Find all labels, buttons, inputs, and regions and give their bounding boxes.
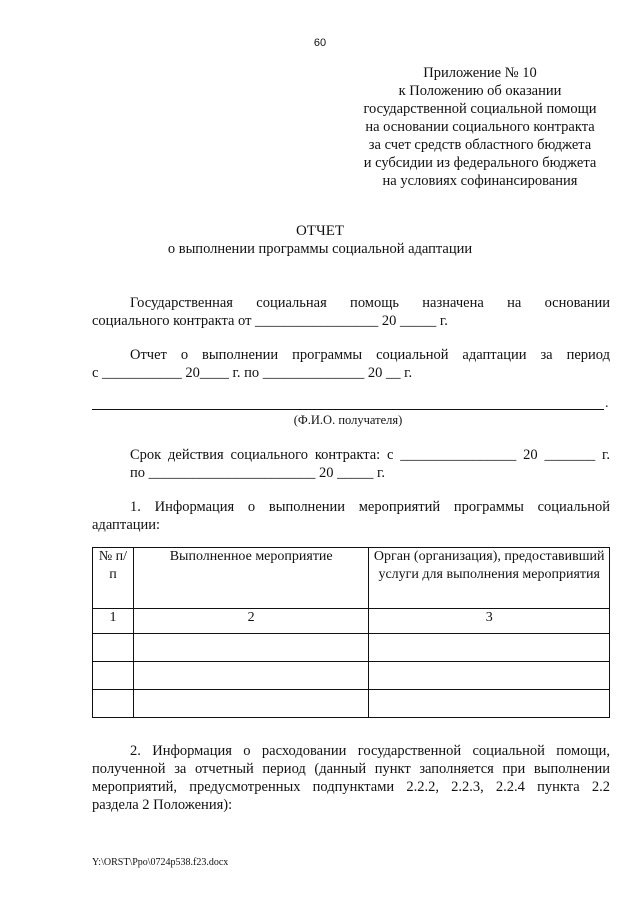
appendix-line: Приложение № 10 [423,65,537,81]
table-cell[interactable] [93,634,134,662]
table-cell[interactable] [133,634,369,662]
contract-basis-paragraph [92,294,610,330]
paragraph-line: Срок действия социального контракта: с ________________ 20 _______ г. [130,447,610,463]
table-cell[interactable] [93,662,134,690]
table-cell[interactable] [133,690,369,718]
column-number: 1 [93,609,134,634]
appendix-line: за счет средств областного бюджета [368,137,592,153]
document-title: ОТЧЕТ [295,223,345,239]
column-number-row [93,609,610,634]
table-cell[interactable] [369,662,610,690]
table-cell[interactable] [369,634,610,662]
activities-table [92,547,610,718]
fio-fill-line[interactable] [92,409,604,410]
paragraph-line: адаптации: [92,517,161,533]
document-subtitle: о выполнении программы социальной адаптации [167,241,473,257]
paragraph-line: социального контракта от _________________ 20 _____ г. [92,313,448,329]
section1-heading [92,498,610,534]
paragraph-line: 1. Информация о выполнении мероприятий программы социальной [130,499,610,515]
fio-line-dot: . [605,396,609,411]
footer-file-path: Y:\ORST\Ppo\0724p538.f23.docx [92,857,229,868]
paragraph-line: мероприятий, предусмотренных подпунктами 2.2.2, 2.2.3, 2.2.4 пункта 2.2 [92,779,610,795]
appendix-header [330,64,630,190]
table-row [93,634,610,662]
table-header-row [93,548,610,609]
table-row [93,690,610,718]
table-cell[interactable] [369,690,610,718]
table-cell[interactable] [93,690,134,718]
header-cell-activity: Выполненное мероприятие [133,548,369,609]
paragraph-line: Государственная социальная помощь назначена на основании [130,295,610,311]
paragraph-line: полученной за отчетный период (данный пункт заполняется при выполнении [92,761,610,777]
paragraph-line: 2. Информация о расходовании государственной социальной помощи, [130,743,610,759]
table-cell[interactable] [133,662,369,690]
paragraph-line: по _______________________ 20 _____ г. [130,465,385,481]
report-period-paragraph [92,346,610,382]
appendix-line: на условиях софинансирования [382,173,578,189]
fio-label: (Ф.И.О. получателя) [293,413,403,427]
paragraph-line: Отчет о выполнении программы социальной адаптации за период [130,347,610,363]
appendix-line: и субсидии из федерального бюджета [363,155,597,171]
column-number: 2 [133,609,369,634]
header-cell-organization: Орган (организация), предоставивший услуги для выполнения мероприятия [369,548,610,609]
header-cell-number: № п/п [93,548,134,609]
contract-term-paragraph [92,446,610,482]
page-number: 60 [313,37,327,49]
column-number: 3 [369,609,610,634]
table-row [93,662,610,690]
paragraph-line: с ___________ 20____ г. по ______________ 20 __ г. [92,365,413,381]
paragraph-line: раздела 2 Положения): [92,797,233,813]
appendix-line: к Положению об оказании [398,83,562,99]
appendix-line: государственной социальной помощи [363,101,597,117]
appendix-line: на основании социального контракта [365,119,595,135]
section2-paragraph [92,742,610,814]
